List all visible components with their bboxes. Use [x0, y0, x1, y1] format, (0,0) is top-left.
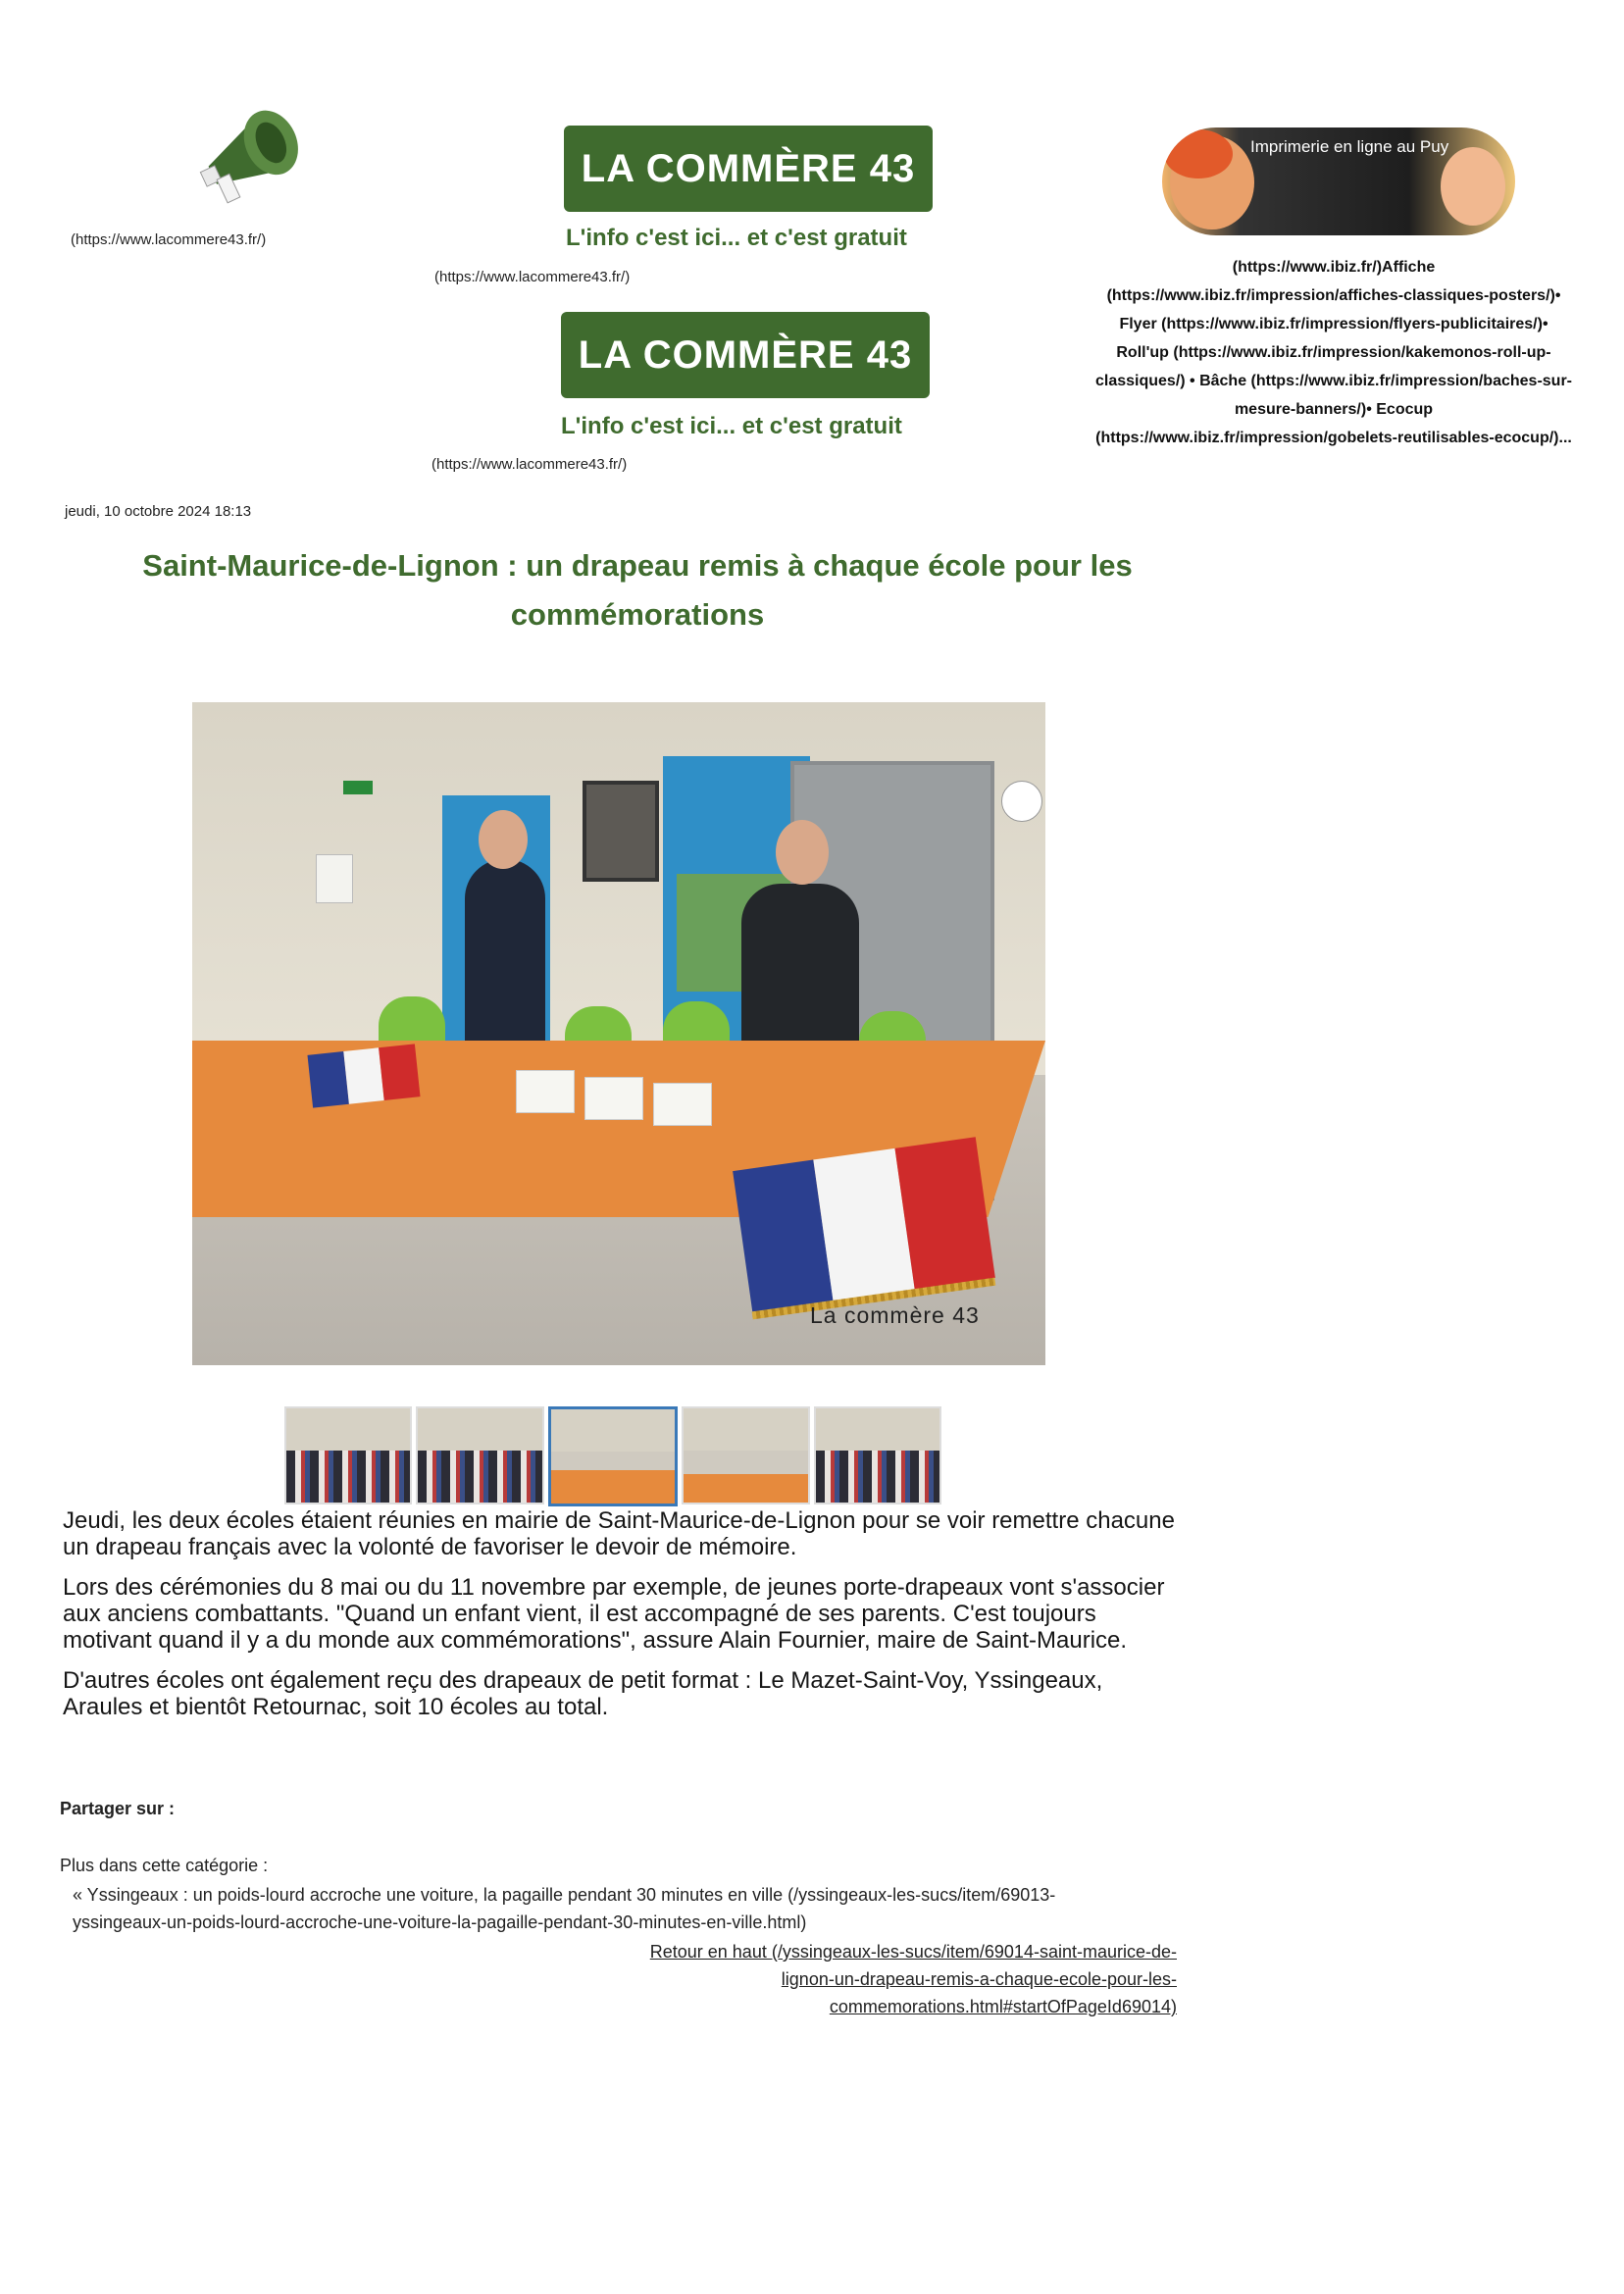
brand-logo[interactable]: LA COMMÈRE 43: [564, 126, 933, 212]
brand-logo-secondary[interactable]: LA COMMÈRE 43: [561, 312, 930, 398]
thumbnail[interactable]: [284, 1406, 412, 1504]
article-body: [63, 1507, 1181, 1734]
small-flag: [307, 1044, 420, 1107]
article-date: jeudi, 10 octobre 2024 18:13: [65, 503, 252, 520]
thumbnail[interactable]: [682, 1406, 809, 1504]
more-in-category-label: Plus dans cette catégorie :: [60, 1856, 269, 1875]
brand-link-secondary[interactable]: (https://www.lacommere43.fr/): [431, 456, 628, 473]
photo-thumbnails: [284, 1406, 941, 1504]
thumbnail[interactable]: [416, 1406, 543, 1504]
woman-face-icon: [1170, 135, 1254, 229]
share-label: Partager sur :: [60, 1799, 176, 1818]
photo-dot-icon: [1001, 781, 1042, 822]
article-paragraph: Lors des cérémonies du 8 mai ou du 11 novembre par exemple, de jeunes porte-drapeaux vont s'associer aux anciens combattants. "Quand un enfant vient, il est accompagné de ses parents. C'est toujours motivant quand il y a du monde aux commémorations", assure Alain Fournier, maire de Saint-Maurice.: [63, 1574, 1165, 1654]
back-to-top-link[interactable]: Retour en haut (/yssingeaux-les-sucs/item/69014-saint-maurice-de-lignon-un-drapeau-remis-a-chaque-ecole-pour-les-commemorations.html#startOfPageId69014): [649, 1942, 1177, 2016]
article-main-photo[interactable]: [192, 702, 1045, 1365]
related-article-link[interactable]: « Yssingeaux : un poids-lourd accroche une voiture, la pagaille pendant 30 minutes en ville (/yssingeaux-les-sucs/item/69013-yssingeaux-un-poids-lourd-accroche-une-voiture-la-pagaille-pendant-30-minutes-en-ville.html): [73, 1885, 1056, 1932]
article-title: [69, 541, 1206, 639]
ad-link-line[interactable]: (https://www.ibiz.fr/impression/gobelets-reutilisables-ecocup/)...: [1095, 430, 1572, 446]
photo-paper: [653, 1083, 712, 1126]
photo-paper: [516, 1070, 575, 1113]
logo-link[interactable]: (https://www.lacommere43.fr/): [71, 231, 267, 248]
ad-link-line[interactable]: Roll'up (https://www.ibiz.fr/impression/kakemonos-roll-up-: [1116, 344, 1551, 361]
brand-link[interactable]: (https://www.lacommere43.fr/): [434, 269, 631, 285]
photo-watermark: La commère 43: [810, 1302, 980, 1328]
thumbnail-active[interactable]: [548, 1406, 678, 1506]
ad-link-line[interactable]: (https://www.ibiz.fr/impression/affiches-classiques-posters/)•: [1106, 287, 1561, 304]
ibiz-ad-banner[interactable]: [1162, 127, 1515, 235]
article-title-line: Saint-Maurice-de-Lignon : un drapeau remis à chaque école pour les: [142, 548, 1133, 583]
ad-link-line[interactable]: classiques/) • Bâche (https://www.ibiz.fr/impression/baches-sur-: [1094, 373, 1572, 389]
ad-link-line[interactable]: (https://www.ibiz.fr/)Affiche: [1232, 259, 1436, 276]
man-face-icon: [1441, 147, 1505, 226]
brand-tagline-secondary: L'info c'est ici... et c'est gratuit: [561, 413, 902, 439]
brand-tagline: L'info c'est ici... et c'est gratuit: [566, 225, 907, 251]
person-mayor-head: [479, 810, 528, 869]
ad-link-line[interactable]: mesure-banners/)• Ecocup: [1234, 401, 1434, 418]
article-title-line: commémorations: [510, 597, 765, 632]
presidential-portrait: [583, 781, 659, 882]
megaphone-logo-icon[interactable]: [177, 96, 333, 204]
person-veteran-head: [776, 820, 829, 885]
ibiz-ad-label: Imprimerie en ligne au Puy: [1250, 137, 1449, 156]
article-paragraph: D'autres écoles ont également reçu des drapeaux de petit format : Le Mazet-Saint-Voy, Yssingeaux, Araules et bientôt Retournac, soit 10 écoles au total.: [63, 1667, 1103, 1720]
article-paragraph: Jeudi, les deux écoles étaient réunies en mairie de Saint-Maurice-de-Lignon pour se voir remettre chacune un drapeau français avec la volonté de favoriser le devoir de mémoire.: [63, 1507, 1175, 1560]
wall-panel: [316, 854, 353, 903]
ibiz-ad-links[interactable]: [1059, 253, 1608, 452]
thumbnail[interactable]: [814, 1406, 941, 1504]
ad-link-line[interactable]: Flyer (https://www.ibiz.fr/impression/flyers-publicitaires/)•: [1119, 316, 1548, 332]
photo-paper: [584, 1077, 643, 1120]
exit-sign-icon: [343, 781, 373, 794]
